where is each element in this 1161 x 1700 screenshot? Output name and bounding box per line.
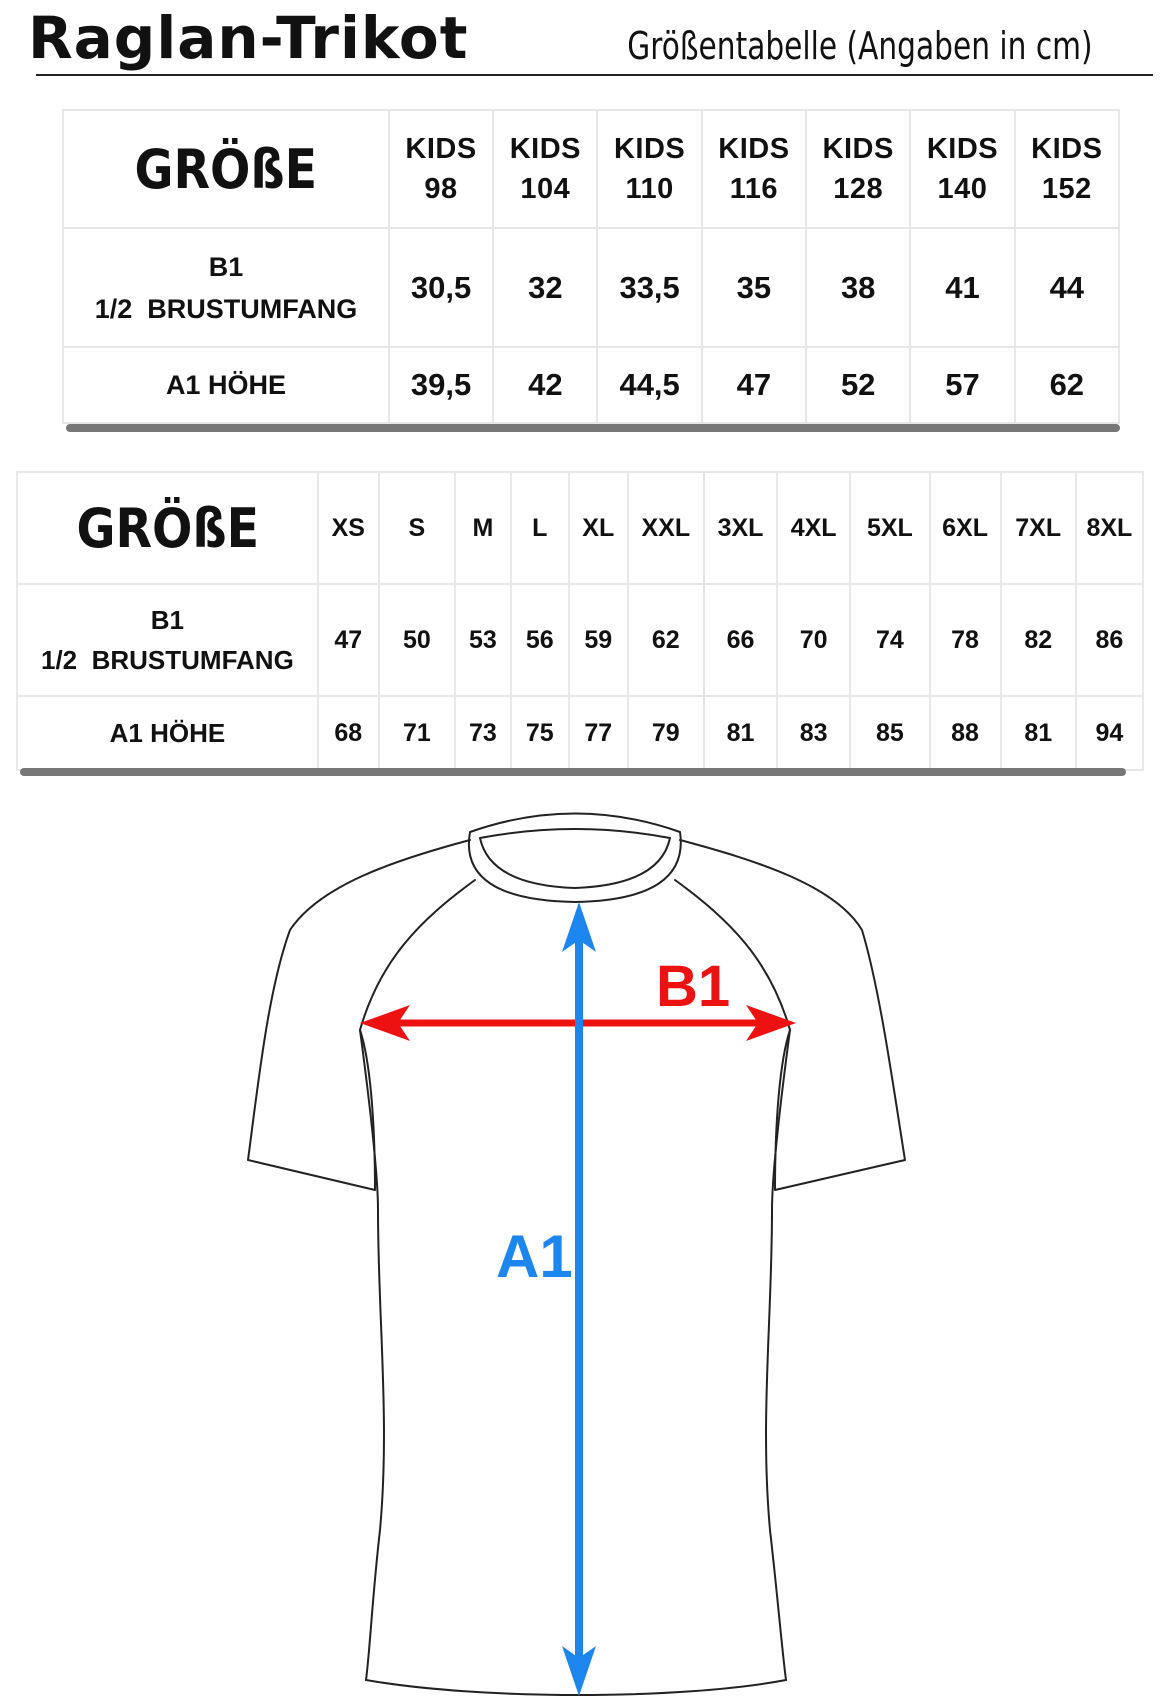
column-header: 4XL xyxy=(777,472,850,584)
table-cell: 79 xyxy=(628,696,704,770)
column-header: KIDS 110 xyxy=(597,110,701,228)
table-cell: 47 xyxy=(702,347,806,423)
column-header: XS xyxy=(318,472,379,584)
table-shadow xyxy=(66,424,1120,432)
column-header: 7XL xyxy=(1001,472,1076,584)
row-label-chest: B1 1/2 BRUSTUMFANG xyxy=(17,584,318,696)
table-row xyxy=(17,584,1143,696)
table-cell: 32 xyxy=(493,228,597,347)
table-cell: 50 xyxy=(379,584,455,696)
shirt-collar-inner xyxy=(480,829,670,888)
column-header: S xyxy=(379,472,455,584)
table-row xyxy=(17,696,1143,770)
table-cell: 38 xyxy=(806,228,910,347)
column-header: KIDS 116 xyxy=(702,110,806,228)
table-cell: 68 xyxy=(318,696,379,770)
table-cell: 81 xyxy=(1001,696,1076,770)
row-label-height: A1 HÖHE xyxy=(17,696,318,770)
table-cell: 78 xyxy=(930,584,1001,696)
page-title: Raglan-Trikot xyxy=(28,4,469,72)
column-header: KIDS 152 xyxy=(1015,110,1119,228)
table-cell: 39,5 xyxy=(389,347,493,423)
row-label-chest: B1 1/2 BRUSTUMFANG xyxy=(63,228,389,347)
column-header: KIDS 128 xyxy=(806,110,910,228)
table-header-row xyxy=(63,110,1119,228)
table-cell: 62 xyxy=(1015,347,1119,423)
table-cell: 70 xyxy=(777,584,850,696)
column-header: KIDS 104 xyxy=(493,110,597,228)
table-cell: 42 xyxy=(493,347,597,423)
table-header-row xyxy=(17,472,1143,584)
column-header: XXL xyxy=(628,472,704,584)
table-shadow xyxy=(20,768,1126,776)
column-header: M xyxy=(455,472,511,584)
adult-size-table xyxy=(16,471,1144,771)
shirt-left-raglan-seam xyxy=(360,880,475,1030)
shirt-diagram xyxy=(0,790,1161,1700)
table-cell: 88 xyxy=(930,696,1001,770)
table-cell: 83 xyxy=(777,696,850,770)
table-cell: 82 xyxy=(1001,584,1076,696)
b1-label: B1 xyxy=(656,954,731,1019)
table-cell: 35 xyxy=(702,228,806,347)
table-cell: 53 xyxy=(455,584,511,696)
table-cell: 47 xyxy=(318,584,379,696)
table-cell: 44,5 xyxy=(597,347,701,423)
column-header: L xyxy=(511,472,569,584)
column-header: KIDS 98 xyxy=(389,110,493,228)
table-cell: 59 xyxy=(569,584,628,696)
shirt-right-side xyxy=(766,1030,790,1680)
table-cell: 41 xyxy=(910,228,1014,347)
a1-label: A1 xyxy=(496,1223,573,1290)
table-cell: 77 xyxy=(569,696,628,770)
table-cell: 57 xyxy=(910,347,1014,423)
column-header: 5XL xyxy=(850,472,929,584)
table-cell: 74 xyxy=(850,584,929,696)
shirt-left-sleeve xyxy=(248,840,470,1190)
column-header: KIDS 140 xyxy=(910,110,1014,228)
kids-size-table xyxy=(62,109,1120,424)
table-cell: 30,5 xyxy=(389,228,493,347)
table-cell: 85 xyxy=(850,696,929,770)
column-header: 6XL xyxy=(930,472,1001,584)
table-cell: 94 xyxy=(1076,696,1143,770)
table-row xyxy=(63,347,1119,423)
table-cell: 62 xyxy=(628,584,704,696)
table-cell: 75 xyxy=(511,696,569,770)
table-cell: 66 xyxy=(704,584,777,696)
column-header: 8XL xyxy=(1076,472,1143,584)
table-cell: 52 xyxy=(806,347,910,423)
shirt-left-side xyxy=(360,1030,384,1680)
size-label-cell: GRÖßE xyxy=(63,110,389,228)
table-cell: 33,5 xyxy=(597,228,701,347)
page-subtitle: Größentabelle (Angaben in cm) xyxy=(627,24,1093,68)
table-cell: 73 xyxy=(455,696,511,770)
table-cell: 56 xyxy=(511,584,569,696)
table-row xyxy=(63,228,1119,347)
row-label-height: A1 HÖHE xyxy=(63,347,389,423)
title-divider xyxy=(36,74,1153,76)
size-label-cell: GRÖßE xyxy=(17,472,318,584)
table-cell: 81 xyxy=(704,696,777,770)
table-cell: 86 xyxy=(1076,584,1143,696)
column-header: 3XL xyxy=(704,472,777,584)
table-cell: 44 xyxy=(1015,228,1119,347)
table-cell: 71 xyxy=(379,696,455,770)
column-header: XL xyxy=(569,472,628,584)
